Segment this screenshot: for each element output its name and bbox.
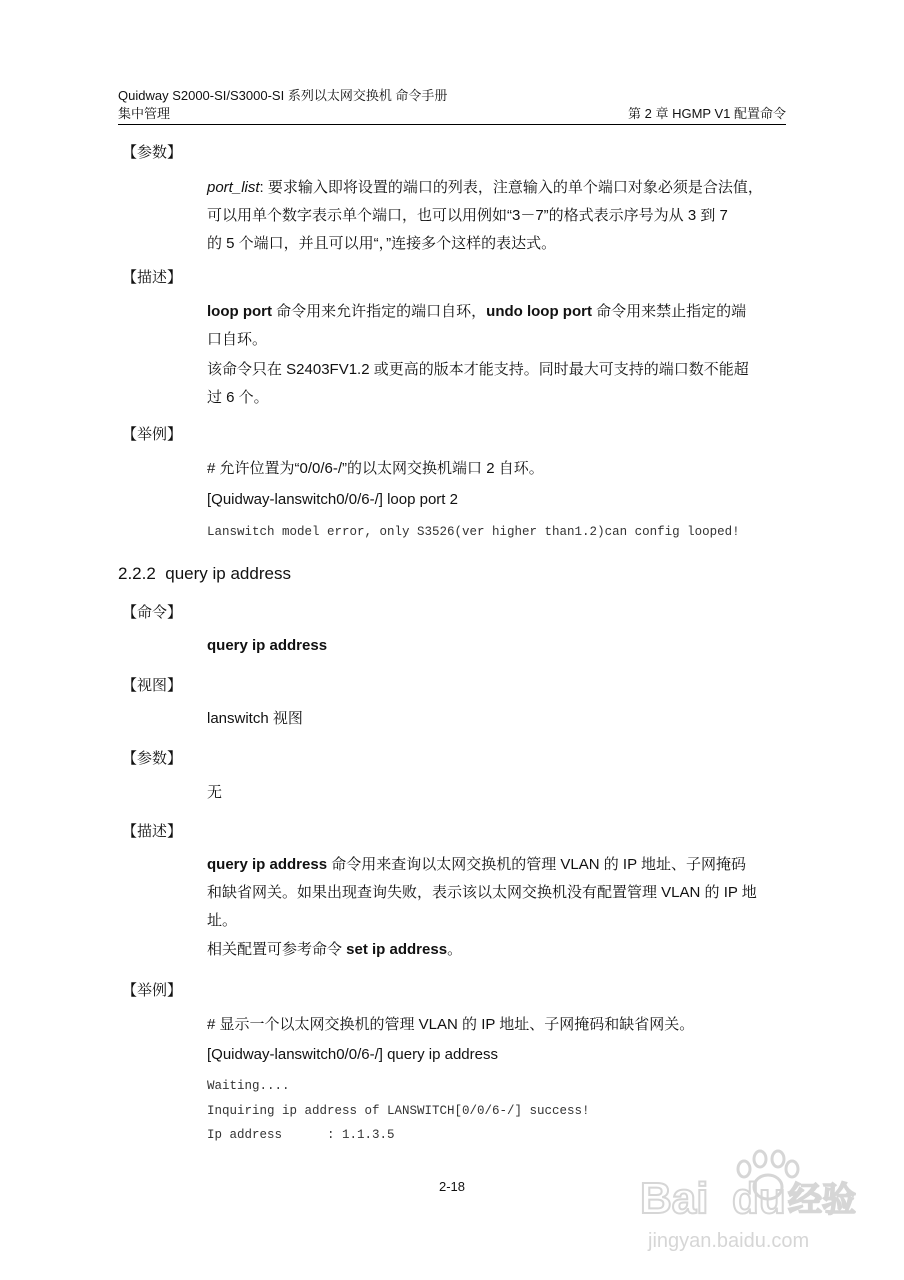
params-text: 无 <box>207 784 223 801</box>
desc-reference <box>207 936 785 964</box>
desc-text: 命令用来查询以太网交换机的管理 VLAN 的 IP 地址、子网掩码 <box>327 856 746 873</box>
header-chapter: 第 2 章 HGMP V1 配置命令 <box>628 106 786 121</box>
example-comment: # 显示一个以太网交换机的管理 VLAN 的 IP 地址、子网掩码和缺省网关。 <box>207 1016 695 1033</box>
command-syntax <box>207 632 785 660</box>
section-title: query ip address <box>165 564 291 583</box>
example-output-line: Waiting.... <box>207 1079 290 1093</box>
params-paragraph <box>207 174 785 258</box>
param-text: 的 5 个端口，并且可以用“，”连接多个这样的表达式。 <box>207 235 557 252</box>
desc-text: 该命令只在 S2403FV1.2 或更高的版本才能支持。同时最大可支持的端口数不能超 <box>207 361 749 378</box>
view-text: lanswitch 视图 <box>207 710 303 727</box>
header-section: 集中管理 <box>118 106 171 121</box>
cmd-keyword: set ip address <box>346 941 448 958</box>
desc-heading: 【描述】 <box>122 269 183 286</box>
watermark-brand-cn: 经验 <box>788 1180 856 1220</box>
desc-text: 命令用来允许指定的端口自环， <box>271 303 487 320</box>
header-title: Quidway S2000-SI/S3000-SI 系列以太网交换机 命令手册 <box>118 88 448 103</box>
cmd-keyword: query ip address <box>207 637 328 654</box>
example-output-line: Inquiring ip address of LANSWITCH[0/0/6-/] success! <box>207 1104 590 1118</box>
desc-paragraph-2 <box>207 356 785 412</box>
desc-paragraph <box>207 298 785 354</box>
example-output-line: Ip address : 1.1.3.5 <box>207 1128 395 1142</box>
example-output: Lanswitch model error, only S3526(ver higher than1.2)can config looped! <box>207 525 740 539</box>
desc-text: 。 <box>447 941 463 958</box>
header-rule <box>118 124 786 125</box>
param-name: port_list <box>207 179 260 196</box>
watermark-brand-2: du <box>732 1174 786 1223</box>
baidu-jingyan-watermark-icon <box>640 1145 860 1265</box>
example-heading: 【举例】 <box>122 426 183 443</box>
cmd-keyword: undo loop port <box>486 303 592 320</box>
desc-text: 命令用来禁止指定的端 <box>591 303 747 320</box>
params-heading: 【参数】 <box>122 144 183 161</box>
watermark-url: jingyan.baidu.com <box>648 1230 810 1252</box>
example-comment: # 允许位置为“0/0/6-/”的以太网交换机端口 2 自环。 <box>207 460 544 477</box>
desc-text: 口自环。 <box>207 331 268 348</box>
desc-text: 址。 <box>207 912 238 929</box>
section-heading <box>118 563 291 585</box>
page-number: 2-18 <box>438 1179 466 1194</box>
cmd-heading: 【命令】 <box>122 604 183 621</box>
params-heading: 【参数】 <box>122 750 183 767</box>
cmd-keyword: query ip address <box>207 856 328 873</box>
desc-heading: 【描述】 <box>122 823 183 840</box>
desc-text: 和缺省网关。如果出现查询失败，表示该以太网交换机没有配置管理 VLAN 的 IP 地 <box>207 884 757 901</box>
param-text: 可以用单个数字表示单个端口，也可以用例如“3－7”的格式表示序号为从 3 到 7 <box>207 207 728 224</box>
watermark-brand: Bai <box>640 1174 709 1223</box>
desc-text: 过 6 个。 <box>207 389 269 406</box>
view-heading: 【视图】 <box>122 677 183 694</box>
desc-paragraph <box>207 851 785 935</box>
example-command: [Quidway-lanswitch0/0/6-/] loop port 2 <box>207 491 458 508</box>
section-number: 2.2.2 <box>118 564 156 583</box>
param-text: : 要求输入即将设置的端口的列表，注意输入的单个端口对象必须是合法值， <box>259 179 763 196</box>
example-heading: 【举例】 <box>122 982 183 999</box>
cmd-keyword: loop port <box>207 303 272 320</box>
example-command: [Quidway-lanswitch0/0/6-/] query ip address <box>207 1046 498 1063</box>
desc-text: 相关配置可参考命令 <box>207 941 347 958</box>
